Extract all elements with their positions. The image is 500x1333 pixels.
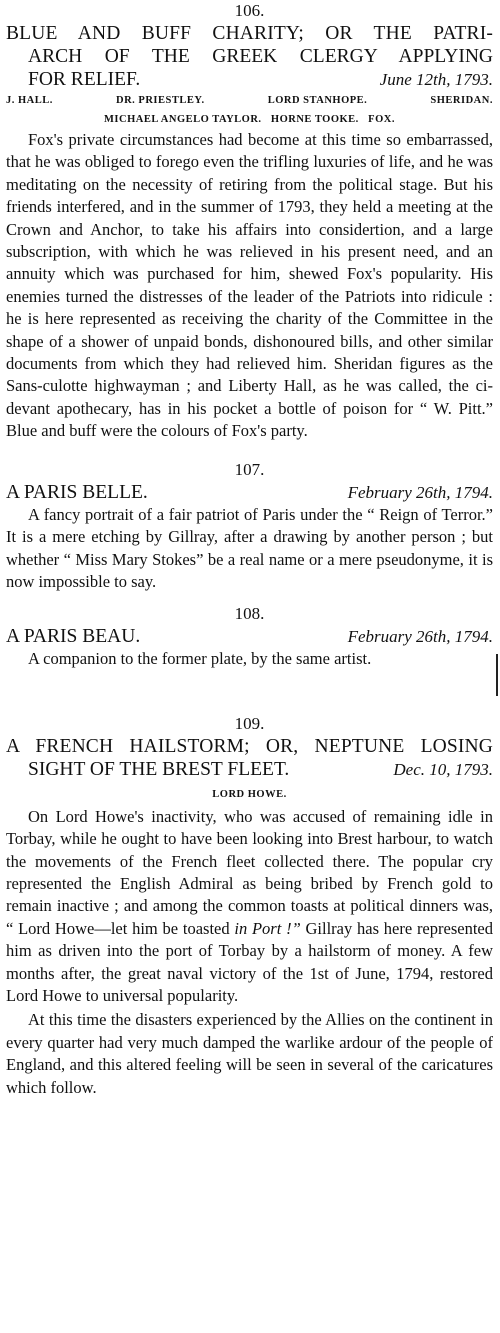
person-name: DR. PRIESTLEY. bbox=[116, 95, 205, 106]
entry-body-text: Gillray has here represented him as driven into the port of Torbay by a hailstorm of money. A few months after, the great naval victory of the 1st of June, 1794, restored Lord Howe to universal popularity. bbox=[6, 918, 493, 1005]
entry-number: 106. bbox=[234, 1, 265, 20]
entry-title-line bbox=[6, 45, 493, 68]
entry-body: A companion to the former plate, by the same artist. bbox=[28, 649, 372, 669]
entry-109 bbox=[6, 713, 493, 1099]
entry-title-line: A FRENCH HAILSTORM; OR, NEPTUNE LOSING bbox=[6, 735, 493, 757]
entry-106 bbox=[6, 0, 493, 443]
entry-title-text: A PARIS BELLE. bbox=[6, 481, 148, 503]
entry-body-text: On Lord Howe's inactivity, who was accused of remaining idle in Torbay, while he ought to have been looking into Brest harbour, to watch the movements of the French fleet collected there. The popular cry represented the English Admiral as being bribed by French gold to remain inactive ; and among the common toasts at political dinners was, “ Lord Howe—let him be toasted bbox=[6, 806, 493, 938]
entry-number: 109. bbox=[234, 713, 265, 733]
entry-title-row bbox=[6, 68, 493, 91]
entry-number: 107. bbox=[234, 459, 265, 479]
entry-107 bbox=[6, 459, 493, 594]
entry-body: Fox's private circumstances had become at this time so embarrassed, that he was obliged to forego even the trifling luxuries of life, and he was meditating on the necessity of retiring from the political stage. But his friends interfered, and in the summer of 1793, they held a meeting at the Crown and Anchor, to take his affairs into considertion, and a large subscription, with which he was relieved in his present need, and an annuity which was purchased for him, shewed Fox's popularity. His enemies turned the distresses of the leader of the Patriots into ridicule : he is here represented as receiving the charity of the Committee in the shape of a shower of unpaid bonds, dishonoured bills, and other similar documents from which they had relieved him. Sheridan figures as the Sans-culotte highwayman ; and Liberty Hall, as he was called, the ci-devant apothecary, has in his pocket a bottle of poison for “ W. Pitt.” Blue and buff were the colours of Fox's party. bbox=[6, 130, 493, 441]
entry-date: June 12th, 1793. bbox=[379, 70, 493, 89]
entry-title-text: SIGHT OF THE BREST FLEET. bbox=[28, 758, 290, 780]
entry-108 bbox=[6, 603, 493, 670]
entry-title-text: A PARIS BEAU. bbox=[6, 626, 141, 648]
entry-title-row bbox=[6, 758, 493, 781]
entry-date: Dec. 10, 1793. bbox=[393, 759, 493, 779]
entry-body bbox=[6, 806, 493, 1008]
entry-number: 108. bbox=[234, 604, 265, 624]
entry-body: A fancy portrait of a fair patriot of Paris under the “ Reign of Terror.” It is a mere etching by Gillray, after a drawing by another person ; but whether “ Miss Mary Stokes” be a real name or a mere pseudonyme, it is now impossible to say. bbox=[6, 504, 493, 591]
entry-title-row bbox=[6, 625, 493, 648]
person-name: SHERIDAN. bbox=[430, 95, 493, 106]
entry-title-row bbox=[6, 481, 493, 504]
entry-date: February 26th, 1794. bbox=[347, 627, 493, 647]
persons-list: LORD HOWE. bbox=[212, 788, 287, 800]
entry-date: February 26th, 1794. bbox=[347, 482, 493, 502]
entry-body: At this time the disasters experienced by the Allies on the continent in every quarter had very much damped the warlike ardour of the people of England, and this altered feeling will be seen in several of the caricatures which follow. bbox=[6, 1010, 493, 1097]
entry-body-italic: in Port !” bbox=[234, 918, 301, 938]
entry-title-line: BLUE AND BUFF CHARITY; OR THE PATRI- bbox=[6, 23, 493, 44]
persons-list: MICHAEL ANGELO TAYLOR. HORNE TOOKE. FOX. bbox=[104, 114, 395, 125]
person-name: LORD STANHOPE. bbox=[267, 95, 368, 106]
entry-title-text: ARCH OF THE GREEK CLERGY APPLYING bbox=[28, 46, 493, 67]
scan-edge-mark bbox=[496, 654, 498, 696]
persons-list bbox=[6, 91, 493, 110]
entry-title-text: FOR RELIEF. bbox=[28, 69, 141, 90]
person-name: J. HALL. bbox=[6, 95, 53, 106]
